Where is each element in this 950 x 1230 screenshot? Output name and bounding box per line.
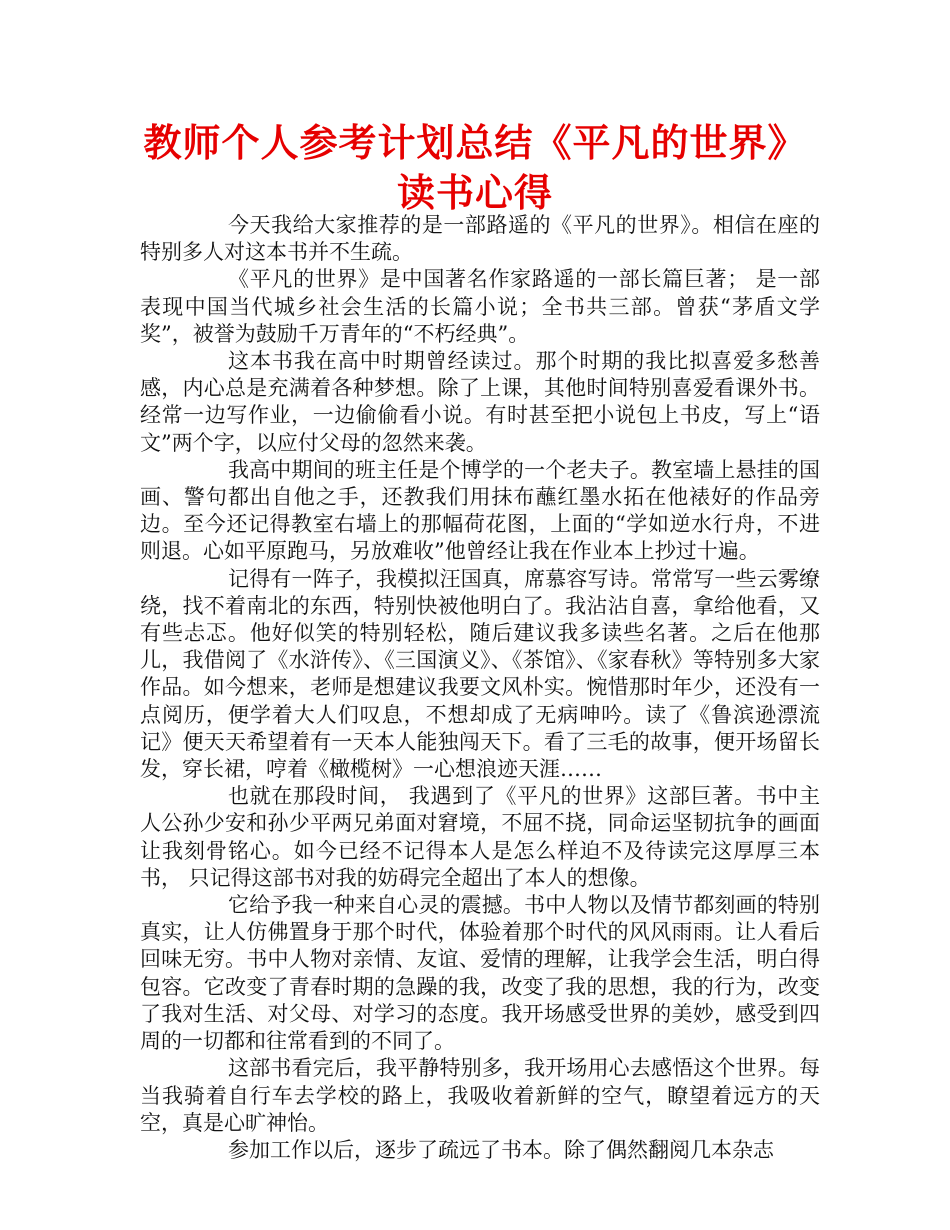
paragraph: 今天我给大家推荐的是一部路遥的《平凡的世界》。相信在座的特别多人对这本书并不生疏。 bbox=[140, 213, 820, 265]
paragraph: 我高中期间的班主任是个博学的一个老夫子。教室墙上悬挂的国画、警句都出自他之手，还教我们用抹布蘸红墨水拓在他裱好的作品旁边。至今还记得教室右墙上的那幅荷花图，上面的“学如逆水行舟，不进则退。心如平原跑马，另放难收”他曾经让我在作业本上抄过十遍。 bbox=[140, 457, 820, 564]
document-body bbox=[140, 212, 820, 1164]
paragraph: 记得有一阵子，我模拟汪国真，席慕容写诗。常常写一些云雾缭绕，找不着南北的东西，特别快被他明白了。我沾沾自喜，拿给他看，又有些忐忑。他好似笑的特别轻松，随后建议我多读些名著。之后在他那儿，我借阅了《水浒传》、《三国演义》、《茶馆》、《家春秋》等特别多大家作品。如今想来，老师是想建议我要文风朴实。惋惜那时年少，还没有一点阅历，便学着大人们叹息，不想却成了无病呻吟。读了《鲁滨逊漂流记》便天天希望着有一天本人能独闯天下。看了三毛的故事，便开场留长发，穿长裙，哼着《橄榄树》一心想浪迹天涯…… bbox=[140, 566, 820, 782]
document-title: 教师个人参考计划总结《平凡的世界》读书心得 bbox=[143, 121, 807, 215]
paragraph: 参加工作以后，逐步了疏远了书本。除了偶然翻阅几本杂志 bbox=[228, 1137, 774, 1162]
paragraph: 这部书看完后，我平静特别多，我开场用心去感悟这个世界。每当我骑着自行车去学校的路上，我吸收着新鲜的空气，瞭望着远方的天空，真是心旷神怡。 bbox=[140, 1056, 820, 1135]
paragraph: 这本书我在高中时期曾经读过。那个时期的我比拟喜爱多愁善感，内心总是充满着各种梦想。除了上课，其他时间特别喜爱看课外书。经常一边写作业，一边偷偷看小说。有时甚至把小说包上书皮，写上“语文”两个字，以应付父母的忽然来袭。 bbox=[140, 349, 820, 455]
paragraph: 它给予我一种来自心灵的震撼。书中人物以及情节都刻画的特别真实，让人仿佛置身于那个时代，体验着那个时代的风风雨雨。让人看后回味无穷。书中人物对亲情、友谊、爱情的理解，让我学会生活，明白得包容。它改变了青春时期的急躁的我，改变了我的思想，我的行为，改变了我对生活、对父母、对学习的态度。我开场感受世界的美妙，感受到四周的一切都和往常看到的不同了。 bbox=[140, 893, 820, 1054]
paragraph: 《平凡的世界》是中国著名作家路遥的一部长篇巨著； 是一部表现中国当代城乡社会生活的长篇小说；全书共三部。曾获“茅盾文学奖”，被誉为鼓励千万青年的“不朽经典”。 bbox=[140, 267, 820, 346]
paragraph: 也就在那段时间， 我遇到了《平凡的世界》这部巨著。书中主人公孙少安和孙少平两兄弟面对窘境，不屈不挠，同命运坚韧抗争的画面让我刻骨铭心。如今已经不记得本人是怎么样迫不及待读完这厚厚三本书， 只记得这部书对我的妨碍完全超出了本人的想像。 bbox=[140, 784, 820, 890]
